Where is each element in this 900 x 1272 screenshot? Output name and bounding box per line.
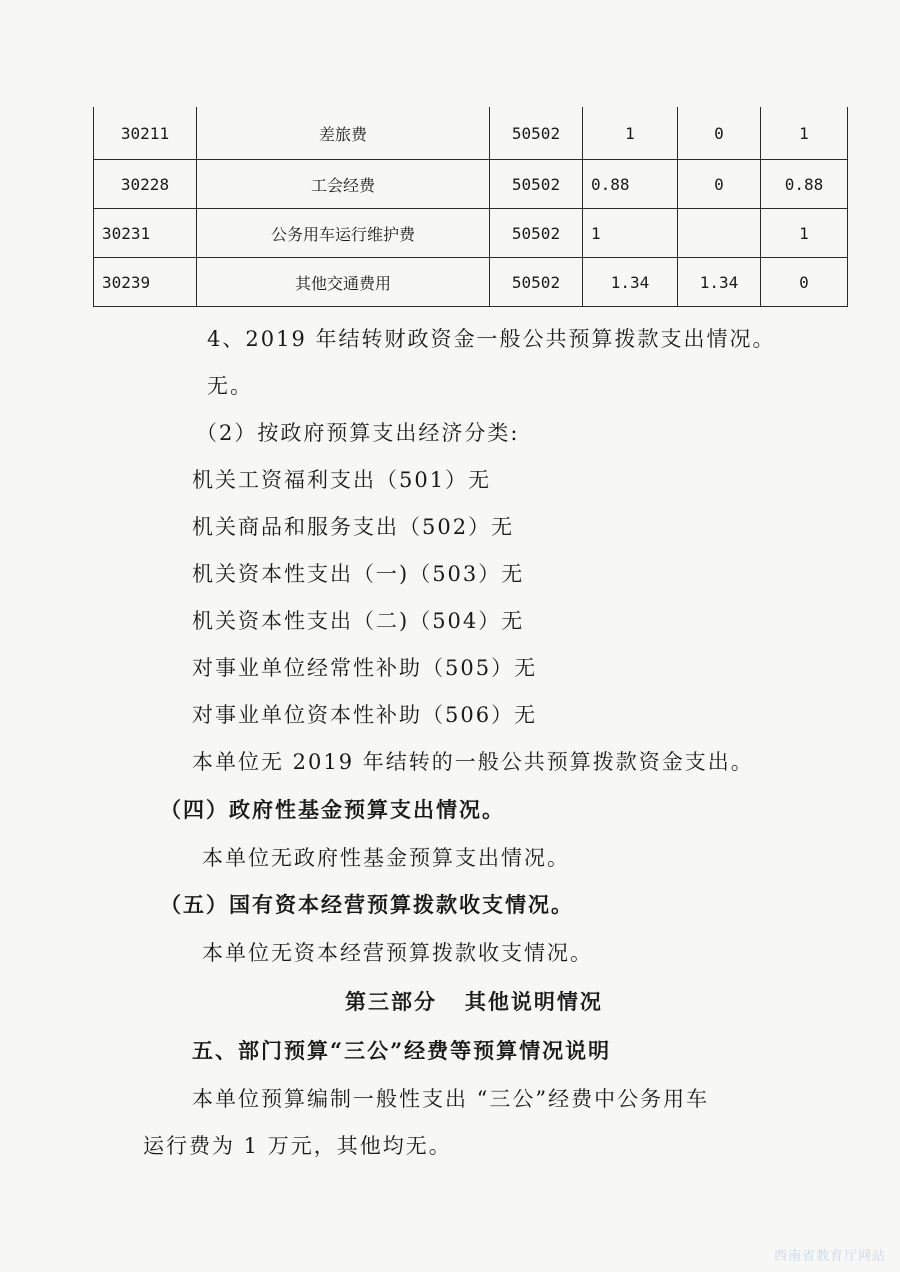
func-code-cell: 50502 (490, 209, 583, 258)
part-title: 第三部分 其他说明情况 (345, 989, 603, 1014)
table-row (94, 160, 848, 209)
item-name-cell: 差旅费 (197, 107, 490, 160)
item-name-cell: 工会经费 (197, 160, 490, 209)
paragraph: 运行费为 1 万元，其他均无。 (143, 1134, 452, 1158)
list-item: 对事业单位经常性补助（505）无 (192, 656, 538, 680)
value-cell: 1 (583, 209, 678, 258)
value-cell: 0 (761, 258, 848, 307)
list-item: 机关资本性支出（一)（503）无 (192, 562, 525, 586)
table-row (94, 107, 848, 160)
table-row (94, 258, 848, 307)
value-cell: 0.88 (583, 160, 678, 209)
list-item: 机关资本性支出（二)（504）无 (192, 609, 525, 633)
table-row (94, 209, 848, 258)
value-cell: 1 (761, 209, 848, 258)
item-name-cell: 其他交通费用 (197, 258, 490, 307)
value-cell: 0 (678, 107, 761, 160)
func-code-cell: 50502 (490, 107, 583, 160)
value-cell: 0 (678, 160, 761, 209)
value-cell: 1.34 (678, 258, 761, 307)
value-cell (678, 209, 761, 258)
paragraph: 无。 (207, 374, 253, 398)
section-heading: （五）国有资本经营预算拨款收支情况。 (160, 892, 574, 917)
value-cell: 1 (583, 107, 678, 160)
econ-code-cell: 30239 (94, 258, 197, 307)
econ-code-cell: 30231 (94, 209, 197, 258)
item-name-cell: 公务用车运行维护费 (197, 209, 490, 258)
func-code-cell: 50502 (490, 258, 583, 307)
paragraph-heading: 4、2019 年结转财政资金一般公共预算拨款支出情况。 (207, 327, 776, 351)
value-cell: 1 (761, 107, 848, 160)
budget-table (93, 107, 848, 307)
paragraph: 本单位无政府性基金预算支出情况。 (202, 846, 570, 870)
econ-code-cell: 30228 (94, 160, 197, 209)
site-watermark: 西南省教育厅网站 (773, 1249, 886, 1264)
list-item: 对事业单位资本性补助（506）无 (192, 703, 538, 727)
value-cell: 1.34 (583, 258, 678, 307)
paragraph: 本单位预算编制一般性支出 “三公”经费中公务用车 (192, 1087, 710, 1111)
list-item: 机关工资福利支出（501）无 (192, 468, 492, 492)
paragraph: 本单位无 2019 年结转的一般公共预算拨款资金支出。 (192, 750, 754, 774)
section-heading: 五、部门预算“三公”经费等预算情况说明 (192, 1038, 612, 1063)
value-cell: 0.88 (761, 160, 848, 209)
section-heading: （四）政府性基金预算支出情况。 (160, 797, 505, 822)
list-item: 机关商品和服务支出（502）无 (192, 515, 515, 539)
econ-code-cell: 30211 (94, 107, 197, 160)
paragraph-heading: （2）按政府预算支出经济分类: (196, 421, 520, 445)
paragraph: 本单位无资本经营预算拨款收支情况。 (202, 941, 593, 965)
func-code-cell: 50502 (490, 160, 583, 209)
